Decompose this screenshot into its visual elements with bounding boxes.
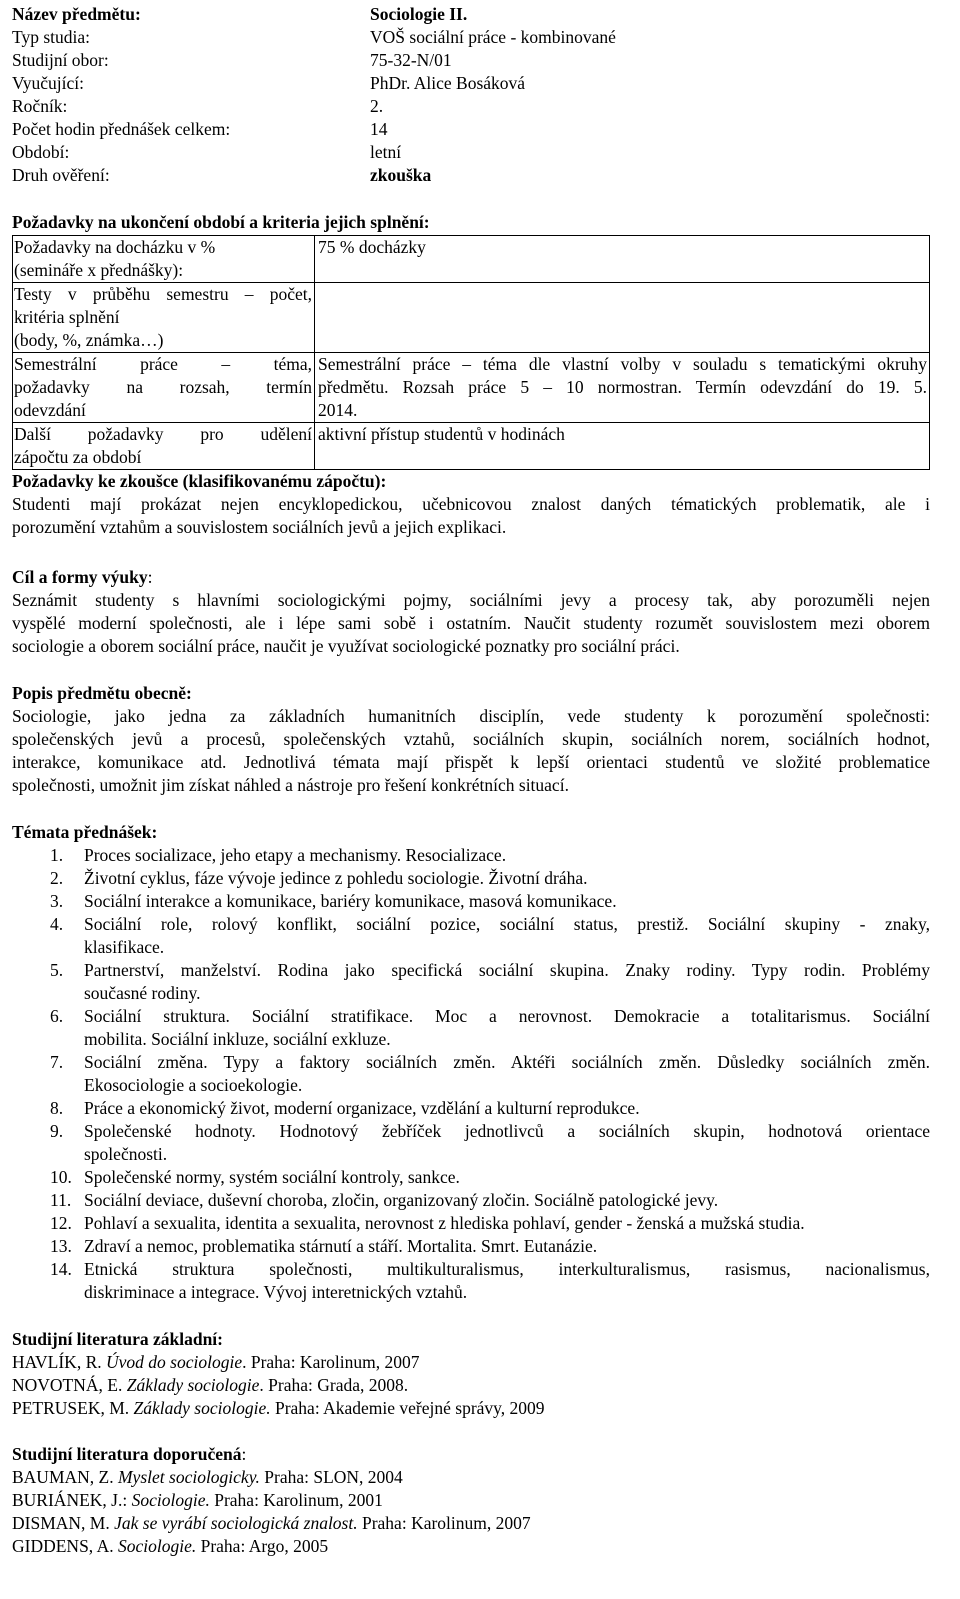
requirement-value: aktivní přístup studentů v hodinách [315, 423, 930, 470]
requirement-label: Testy v průběhu semestru – počet, kritéria splnění (body, %, známka…) [13, 283, 315, 353]
requirement-value: Semestrální práce – téma dle vlastní volby v souladu s tematickými okruhy předmětu. Rozsah práce 5 – 10 normostran. Termín odevzdání do 19. 5. 2014. [315, 353, 930, 423]
literature-basic-heading: Studijní literatura základní: [12, 1329, 223, 1349]
header-value: 75-32-N/01 [370, 50, 452, 70]
requirement-label: Další požadavky pro udělení zápočtu za období [13, 423, 315, 470]
header-value: PhDr. Alice Bosáková [370, 73, 526, 93]
header-value: zkouška [370, 165, 432, 185]
requirements-table [12, 235, 930, 470]
header-value: 2. [370, 96, 384, 116]
header-value: 14 [370, 119, 388, 139]
header-label: Období: [12, 142, 70, 162]
header-label: Druh ověření: [12, 165, 110, 185]
header-label: Studijní obor: [12, 50, 109, 70]
header-label: Název předmětu: [12, 4, 141, 24]
header-row-study-type [12, 26, 942, 49]
literature-recommended-heading: Studijní literatura doporučená: [12, 1444, 247, 1464]
exam-heading: Požadavky ke zkoušce (klasifikovanému zápočtu): [12, 471, 387, 491]
literature-item: HAVLÍK, R. Úvod do sociologie. Praha: Karolinum, 2007 [12, 1352, 420, 1372]
header-label: Počet hodin přednášek celkem: [12, 119, 231, 139]
table-row [13, 283, 930, 353]
literature-item: PETRUSEK, M. Základy sociologie. Praha: Akademie veřejné správy, 2009 [12, 1398, 545, 1418]
exam-text: Studenti mají prokázat nejen encyklopedickou, učebnicovou znalost daných tématických problematik, ale i porozumění vztahům a souvislostem sociálních jevů a jejich explikaci. [12, 494, 930, 537]
header-row-teacher [12, 72, 942, 95]
description-heading: Popis předmětu obecně: [12, 683, 192, 703]
header-row-field [12, 49, 942, 72]
requirement-label: Požadavky na docházku v % (semináře x přednášky): [13, 236, 315, 283]
header-row-year [12, 95, 942, 118]
description-text: Sociologie, jako jedna za základních humanitních disciplín, vede studenty k porozumění společnosti: společenských jevů a procesů, společenských vztahů, sociálních skupin, sociálních norem, sociálních hodnot, interakce, komunikace atd. Jednotlivá témata mají přispět k lepší orientaci studentů ve složité problematice společnosti, umožnit jim získat náhled a nástroje pro řešení konkrétních situací. [12, 706, 930, 795]
requirement-label: Semestrální práce – téma, požadavky na rozsah, termín odevzdání [13, 353, 315, 423]
requirement-value: 75 % docházky [315, 236, 930, 283]
literature-item: NOVOTNÁ, E. Základy sociologie. Praha: Grada, 2008. [12, 1375, 409, 1395]
header-row-period [12, 141, 942, 164]
header-value: Sociologie II. [370, 4, 468, 24]
goals-heading: Cíl a formy výuky: [12, 567, 153, 587]
table-row [13, 236, 930, 283]
topics-heading: Témata přednášek: [12, 822, 158, 842]
goals-text: Seznámit studenty s hlavními sociologickými pojmy, sociálními jevy a procesy tak, aby porozuměli nejen vyspělé moderní společnosti, ale i lépe sami sobě i ostatním. Naučit studenty rozumět souvislostem mezi oborem sociologie a oborem sociální práce, naučit je využívat sociologické poznatky pro sociální práci. [12, 590, 930, 656]
literature-item: GIDDENS, A. Sociologie. Praha: Argo, 2005 [12, 1536, 329, 1556]
literature-item: BURIÁNEK, J.: Sociologie. Praha: Karolinum, 2001 [12, 1490, 383, 1510]
requirements-heading: Požadavky na ukončení období a kriteria jejich splnění: [12, 212, 430, 232]
header-row-hours [12, 118, 942, 141]
table-row [13, 423, 930, 470]
literature-item: DISMAN, M. Jak se vyrábí sociologická znalost. Praha: Karolinum, 2007 [12, 1513, 531, 1533]
header-value: VOŠ sociální práce - kombinované [370, 27, 616, 47]
header-row-assessment [12, 164, 942, 187]
literature-item: BAUMAN, Z. Myslet sociologicky. Praha: SLON, 2004 [12, 1467, 403, 1487]
header-label: Ročník: [12, 96, 68, 116]
header-value: letní [370, 142, 402, 162]
requirement-value [315, 283, 930, 353]
header-label: Vyučující: [12, 73, 84, 93]
header-row-course-name [12, 3, 942, 26]
table-row [13, 353, 930, 423]
header-label: Typ studia: [12, 27, 91, 47]
